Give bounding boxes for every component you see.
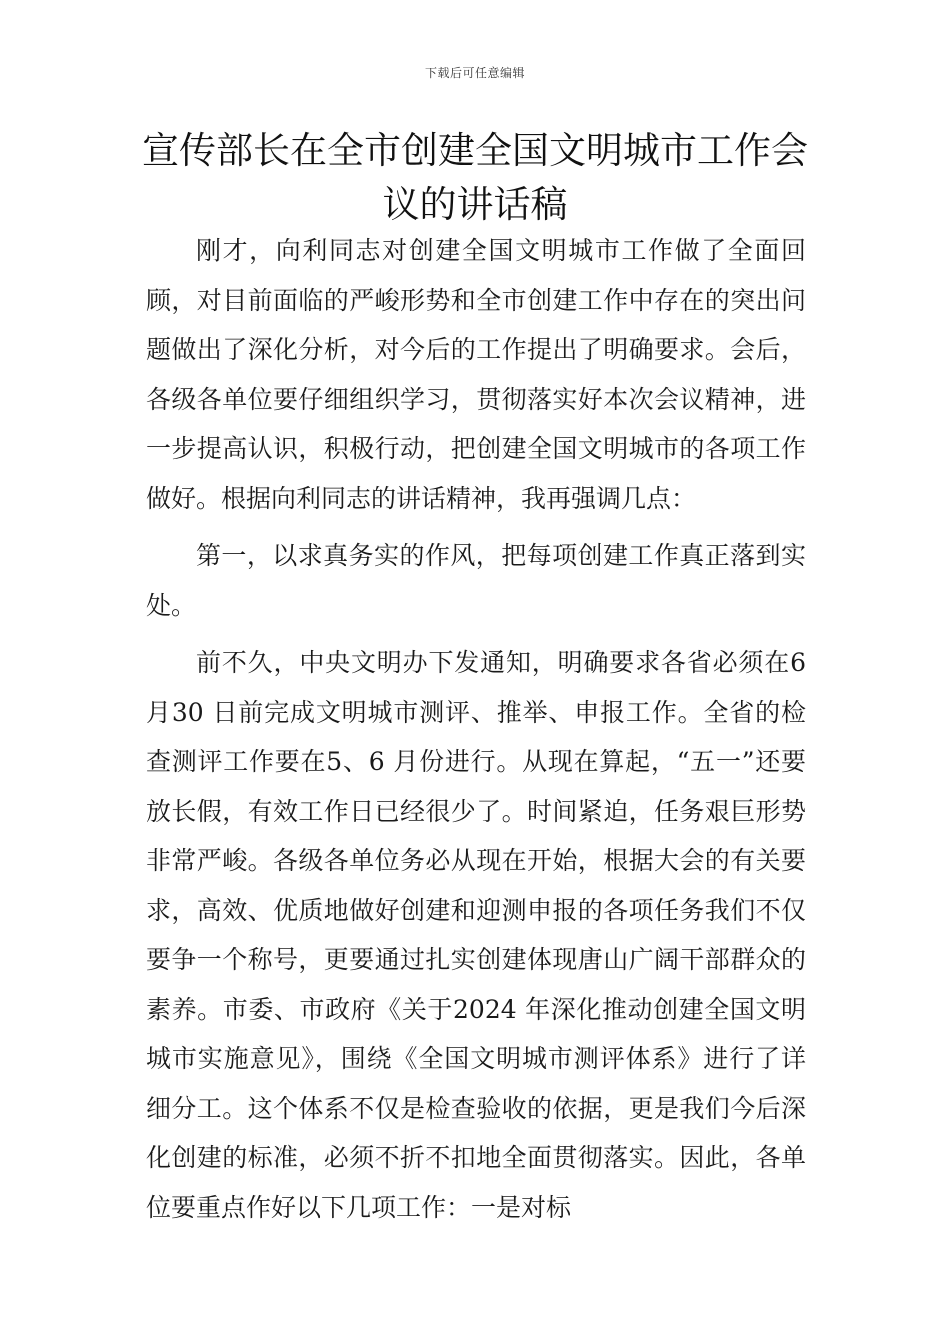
page-title: 宣传部长在全市创建全国文明城市工作会议的讲话稿 — [142, 129, 808, 226]
paragraph-intro: 刚才，向利同志对创建全国文明城市工作做了全面回顾，对目前面临的严峻形势和全市创建工作中存在的突出问题做出了深化分析，对今后的工作提出了明确要求。会后，各级各单位要仔细组织学习，贯彻落实好本次会议精神，进一步提高认识，积极行动，把创建全国文明城市的各项工作做好。根据向利同志的讲话精神，我再强调几点： — [146, 236, 806, 513]
paragraph-point-one: 第一，以求真务实的作风，把每项创建工作真正落到实处。 — [146, 541, 806, 620]
header-note: 下载后可任意编辑 — [424, 66, 525, 80]
paragraph-details: 前不久，中央文明办下发通知，明确要求各省必须在6月30 日前完成文明城市测评、推举、申报工作。全省的检查测评工作要在5、6 月份进行。从现在算起，“五一”还要放长假，有效工作日已经很少了。时间紧迫，任务艰巨形势非常严峻。各级各单位务必从现在开始，根据大会的有关要求，高效、优质地做好创建和迎测申报的各项任务我们不仅要争一个称号，更要通过扎实创建体现唐山广阔干部群众的素养。市委、市政府《关于2024 年深化推动创建全国文明城市实施意见》，围绕《全国文明城市测评体系》进行了详细分工。这个体系不仅是检查验收的依据，更是我们今后深化创建的标准，必须不折不扣地全面贯彻落实。因此，各单位要重点作好以下几项工作：一是对标 — [146, 648, 806, 1222]
document-body — [146, 226, 806, 1240]
